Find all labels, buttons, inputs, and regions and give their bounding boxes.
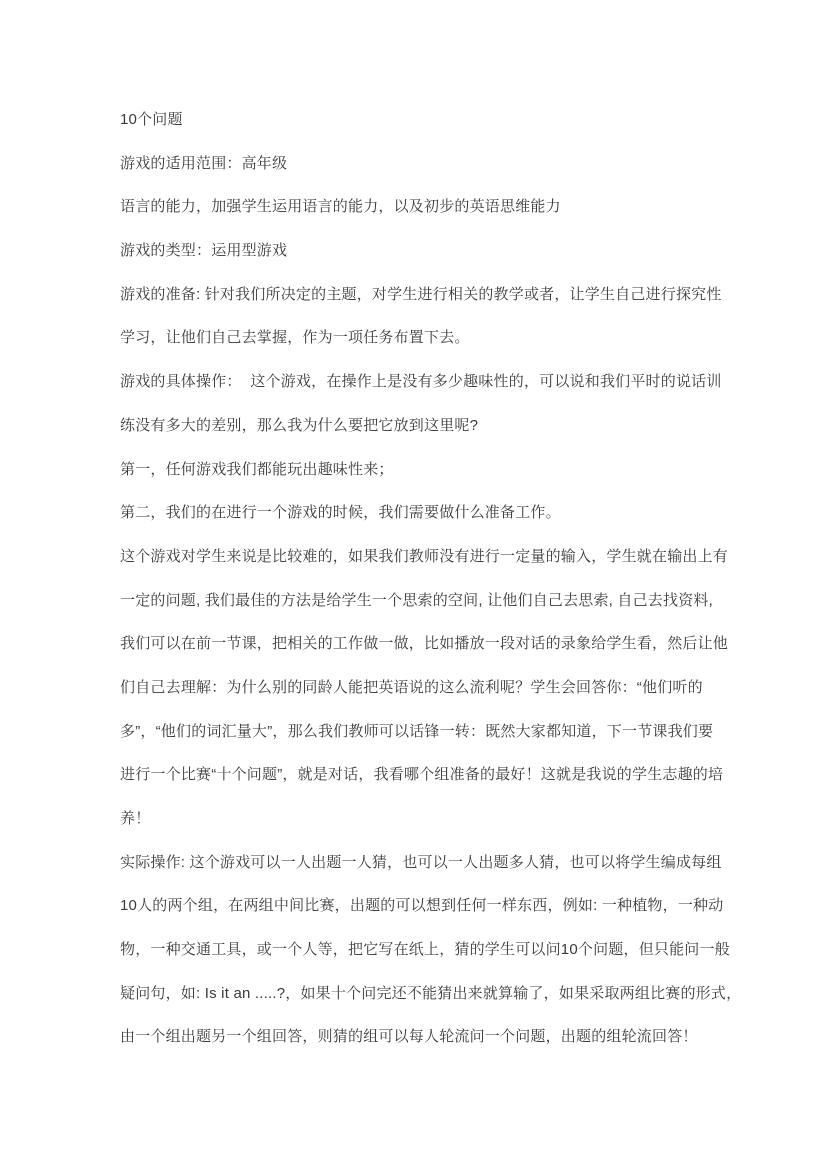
text-line: 多”，“他们的词汇量大”，那么我们教师可以话锋一转：既然大家都知道，下一节课我们要 (120, 722, 714, 740)
text-line: 10个问题 (120, 111, 183, 128)
text-line: 一定的问题, 我们最佳的方法是给学生一个思索的空间, 让他们自己去思索, 自己去找资料, (120, 591, 713, 609)
text-line: 游戏的适用范围：高年级 (120, 154, 288, 172)
text-line: 我们可以在前一节课，把相关的工作做一做，比如播放一段对话的录象给学生看，然后让他 (120, 635, 729, 653)
text-line: 物，一种交通工具，或一个人等，把它写在纸上，猜的学生可以问10个问题，但只能问一般 (120, 941, 730, 959)
text-line: 实际操作: 这个游戏可以一人出题一人猜，也可以一人出题多人猜，也可以将学生编成每组 (120, 853, 722, 871)
text-line: 游戏的类型：运用型游戏 (120, 242, 288, 260)
text-line: 语言的能力，加强学生运用语言的能力，以及初步的英语思维能力 (120, 198, 561, 216)
text-line: 这个游戏对学生来说是比较难的，如果我们教师没有进行一定量的输入，学生就在输出上有 (120, 547, 729, 565)
text-line: 进行一个比赛“十个问题”，就是对话，我看哪个组准备的最好！这就是我说的学生志趣的培 (120, 766, 724, 784)
document-text-block (120, 98, 760, 1059)
text-line: 第二，我们的在进行一个游戏的时候，我们需要做什么准备工作。 (120, 504, 561, 522)
text-line: 游戏的具体操作： 这个游戏，在操作上是没有多少趣味性的，可以说和我们平时的说话训 (120, 373, 722, 391)
text-line: 们自己去理解：为什么别的同龄人能把英语说的这么流利呢？学生会回答你：“他们听的 (120, 678, 703, 696)
text-line: 练没有多大的差别，那么我为什么要把它放到这里呢? (120, 416, 479, 434)
text-line: 第一，任何游戏我们都能玩出趣味性来； (120, 460, 394, 478)
text-line: 养！ (120, 810, 151, 827)
text-line: 疑问句，如: Is it an .....?，如果十个问完还不能猜出来就算输了，如果采取两组比赛的形式， (120, 984, 742, 1002)
text-line: 学习，让他们自己去掌握，作为一项任务布置下去。 (120, 329, 470, 347)
text-line: 游戏的准备: 针对我们所决定的主题，对学生进行相关的教学或者，让学生自己进行探究性 (120, 285, 722, 303)
text-line: 10人的两个组，在两组中间比赛，出题的可以想到任何一样东西，例如: 一种植物，一种动 (120, 897, 724, 915)
text-line: 由一个组出题另一个组回答，则猜的组可以每人轮流问一个问题，出题的组轮流回答！ (120, 1028, 698, 1046)
